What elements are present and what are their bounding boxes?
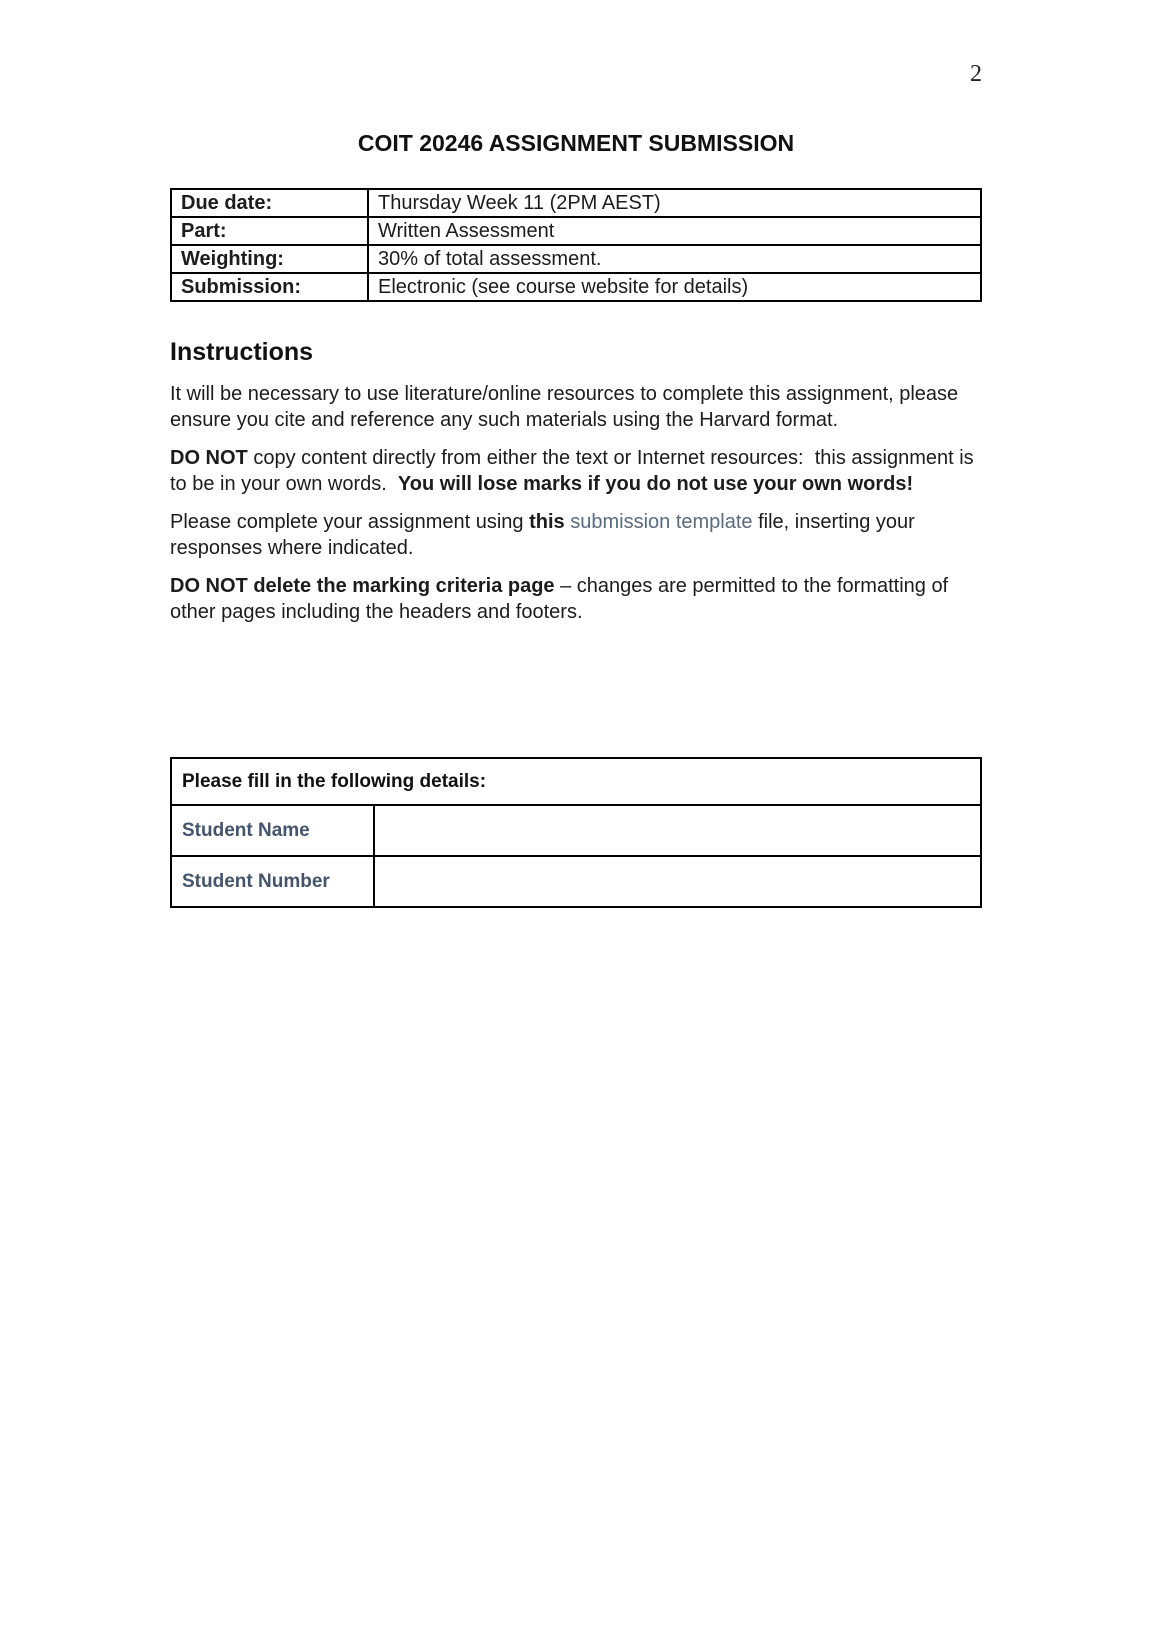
instructions-body: [170, 381, 982, 625]
student-name-label: Student Name: [171, 805, 374, 856]
table-row: [171, 189, 981, 217]
text-run: DO NOT: [170, 447, 248, 469]
submission-value: Electronic (see course website for details): [368, 273, 981, 301]
text-run: Please complete your assignment using: [170, 511, 530, 533]
table-row: [171, 245, 981, 273]
student-name-field[interactable]: [374, 805, 981, 856]
table-row: [171, 217, 981, 245]
page-number: 2: [970, 61, 982, 87]
paragraph: [170, 573, 982, 625]
submission-template-link[interactable]: submission template: [570, 511, 753, 533]
text-run: It will be necessary to use literature/online resources to complete this assignment, please ensure you cite and reference any such materials using the Harvard format.: [170, 383, 964, 431]
document-title: COIT 20246 ASSIGNMENT SUBMISSION: [357, 130, 795, 156]
student-number-label: Student Number: [171, 856, 374, 907]
due-date-label: Due date:: [171, 189, 368, 217]
text-run: this: [529, 511, 565, 533]
text-run: file, inserting your responses where indicated.: [170, 511, 921, 559]
table-row: [171, 273, 981, 301]
table-row: [171, 856, 981, 907]
weighting-label: Weighting:: [171, 245, 368, 273]
paragraph: [170, 445, 982, 497]
table-row: [171, 758, 981, 805]
submission-label: Submission:: [171, 273, 368, 301]
paragraph: [170, 509, 982, 561]
text-run: You will lose marks if you do not use your own words!: [397, 473, 914, 495]
assignment-info-table: [170, 188, 982, 302]
part-value: Written Assessment: [368, 217, 981, 245]
details-table-header: Please fill in the following details:: [171, 758, 981, 805]
text-run: – changes are permitted to the formatting of other pages including the headers and footers.: [170, 575, 954, 623]
text-run: copy content directly from either the text or Internet resources: this assignment is to be in your own words.: [170, 447, 980, 495]
due-date-value: Thursday Week 11 (2PM AEST): [368, 189, 981, 217]
instructions-heading: Instructions: [170, 338, 314, 366]
student-details-table: [170, 757, 982, 908]
student-number-field[interactable]: [374, 856, 981, 907]
text-run: DO NOT delete the marking criteria page: [170, 575, 555, 597]
paragraph: [170, 381, 982, 433]
weighting-value: 30% of total assessment.: [368, 245, 981, 273]
part-label: Part:: [171, 217, 368, 245]
table-row: [171, 805, 981, 856]
